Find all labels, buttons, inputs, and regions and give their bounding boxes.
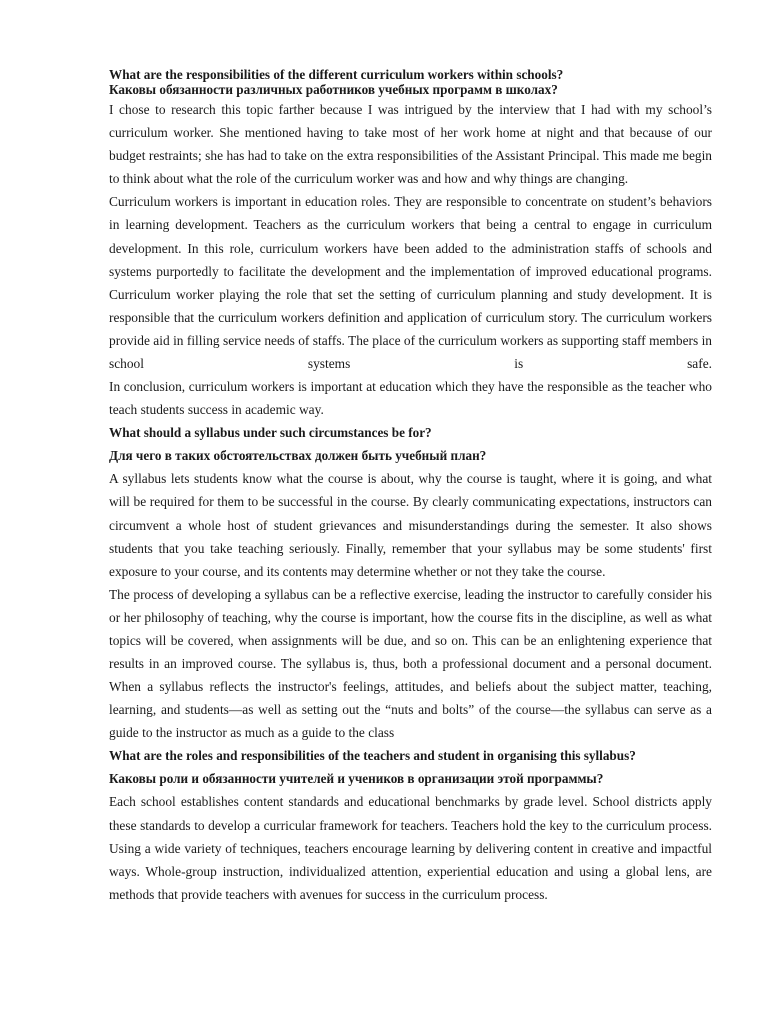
paragraph-1-1: I chose to research this topic farther because I was intrigued by the interview that I had with my school’s curriculum worker. She mentioned having to take most of her work home at night and that because of our budget restraints; she has had to take on the extra responsibilities of the Assistant Principal. This made me begin to think about what the role of the curriculum worker was and how and why things are changing. <box>109 102 712 187</box>
heading-question-1-en: What are the responsibilities of the different curriculum workers within schools? <box>109 67 564 82</box>
paragraph-2-1: A syllabus lets students know what the course is about, why the course is taught, where it is going, and what will be required for them to be successful in the course. By clearly communicating expectations, instructors can circumvent a whole host of student grievances and misunderstandings during the semester. It also shows students that you take teaching seriously. Finally, remember that your syllabus may be some students' first exposure to your course, and its contents may determine whether or not they take the course. <box>109 471 712 579</box>
heading-question-1-ru: Каковы обязанности различных работников учебных программ в школах? <box>109 82 558 97</box>
document-page <box>109 67 712 906</box>
heading-question-2-ru: Для чего в таких обстоятельствах должен быть учебный план? <box>109 448 487 464</box>
paragraph-1-2: Curriculum workers is important in education roles. They are responsible to concentrate on student’s behaviors in learning development. Teachers as the curriculum workers that being a central to engage in curriculum development. In this role, curriculum workers have been added to the administration staffs of schools and systems purportedly to facilitate the development and the implementation of improved educational programs. Curriculum worker playing the role that set the setting of curriculum planning and study development. It is responsible that the curriculum workers definition and application of curriculum story. The curriculum workers provide aid in filling service needs of staffs. The place of the curriculum workers as supporting staff members in school systems is safe. <box>109 194 712 372</box>
heading-question-3-en: What are the roles and responsibilities of the teachers and student in organising this syllabus? <box>109 748 636 764</box>
heading-question-2-en: What should a syllabus under such circumstances be for? <box>109 425 432 441</box>
paragraph-2-2: The process of developing a syllabus can be a reflective exercise, leading the instructor to carefully consider his or her philosophy of teaching, why the course is important, how the course fits in the discipline, as well as what topics will be covered, when assignments will be due, and so on. This can be an enlightening experience that results in an improved course. The syllabus is, thus, both a professional document and a personal document. When a syllabus reflects the instructor's feelings, attitudes, and beliefs about the subject matter, teaching, learning, and students—as well as setting out the “nuts and bolts” of the course—the syllabus can serve as a guide to the instructor as much as a guide to the class <box>109 586 712 741</box>
heading-question-3-ru: Каковы роли и обязанности учителей и учеников в организации этой программы? <box>109 771 604 787</box>
paragraph-1-3: In conclusion, curriculum workers is important at education which they have the responsible as the teacher who teach students success in academic way. <box>109 379 712 418</box>
paragraph-3-1: Each school establishes content standards and educational benchmarks by grade level. School districts apply these standards to develop a curricular framework for teachers. Teachers hold the key to the curriculum process. Using a wide variety of techniques, teachers encourage learning by delivering content in creative and impactful ways. Whole-group instruction, individualized attention, experiential education and using a global lens, are methods that provide teachers with avenues for success in the curriculum process. <box>109 794 712 902</box>
